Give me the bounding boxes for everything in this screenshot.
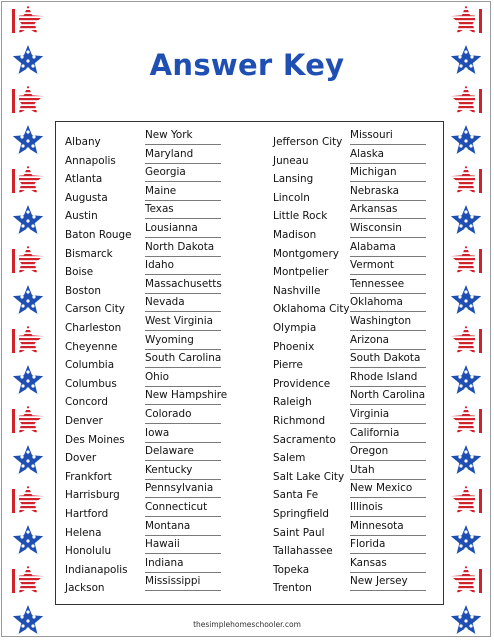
capital-city: Nashville (273, 284, 321, 297)
capital-city: Jefferson City (273, 136, 343, 148)
state-answer: New York (145, 128, 221, 145)
capital-city: Richmond (273, 415, 326, 427)
capital-city: Salt Lake City (273, 470, 345, 483)
capital-city: Concord (65, 396, 108, 409)
capital-city: Oklahoma City (273, 303, 350, 316)
page-title: Answer Key (149, 48, 345, 82)
capital-city: Carson City (65, 303, 125, 316)
capital-city: Columbia (65, 359, 115, 372)
striped-star-decoration (8, 402, 48, 438)
striped-star-icon (8, 322, 48, 358)
blue-star-icon (8, 522, 48, 558)
striped-star-decoration (8, 562, 48, 598)
state-answer: Kentucky (145, 463, 221, 480)
state-answer: South Carolina (145, 351, 221, 368)
answer-row (273, 575, 473, 597)
capital-city: Topeka (273, 563, 310, 576)
capital-city: Montgomery (273, 247, 339, 260)
state-answer: South Dakota (350, 351, 426, 368)
striped-star-icon (8, 162, 48, 198)
striped-star-icon (8, 562, 48, 598)
state-answer: Ohio (145, 370, 221, 387)
striped-star-icon (446, 2, 486, 38)
striped-star-decoration (8, 162, 48, 198)
blue-star-icon (8, 282, 48, 318)
state-answer: Tennessee (350, 277, 426, 294)
capital-city: Des Moines (65, 433, 125, 446)
blue-star-decoration (8, 282, 48, 318)
state-answer: Indiana (145, 556, 221, 573)
capital-city: Montpelier (273, 266, 329, 279)
striped-star-decoration (8, 322, 48, 358)
capital-city: Columbus (65, 377, 117, 390)
capital-city: Lincoln (273, 191, 310, 204)
state-answer: Iowa (145, 426, 221, 443)
capital-city: Albany (65, 136, 101, 148)
state-answer: Virginia (350, 407, 426, 424)
answer-key-box (55, 121, 444, 605)
state-answer: Hawaii (145, 537, 221, 554)
capital-city: Jackson (65, 582, 105, 595)
blue-star-decoration (8, 122, 48, 158)
state-answer: West Virginia (145, 314, 221, 331)
capital-city: Lansing (273, 173, 314, 186)
state-answer: North Dakota (145, 240, 221, 257)
capital-city: Sacramento (273, 433, 336, 446)
state-answer: Delaware (145, 444, 221, 461)
capital-city: Hartford (65, 508, 109, 520)
blue-star-icon (8, 362, 48, 398)
blue-star-decoration (8, 442, 48, 478)
state-answer: Wyoming (145, 333, 221, 350)
capital-city: Santa Fe (273, 489, 319, 502)
state-answer: Utah (350, 463, 426, 480)
blue-star-decoration (8, 202, 48, 238)
capital-city: Phoenix (273, 340, 315, 353)
state-answer: Pennsylvania (145, 481, 221, 498)
state-answer: North Carolina (350, 388, 426, 405)
capital-city: Dover (65, 452, 97, 465)
state-answer: Minnesota (350, 519, 426, 536)
state-answer: California (350, 426, 426, 443)
state-answer: Oregon (350, 444, 426, 461)
blue-star-decoration (8, 522, 48, 558)
state-answer: Texas (145, 202, 221, 219)
capital-city: Springfield (273, 508, 329, 520)
striped-star-decoration (8, 242, 48, 278)
state-answer: New Mexico (350, 481, 426, 498)
state-answer: Mississippi (145, 574, 221, 591)
state-answer: Arizona (350, 333, 426, 350)
striped-star-decoration (446, 82, 486, 118)
blue-star-decoration (8, 362, 48, 398)
state-answer: Vermont (350, 258, 426, 275)
state-answer: Rhode Island (350, 370, 426, 387)
state-answer: Maryland (145, 147, 221, 164)
state-answer: Nebraska (350, 184, 426, 201)
state-answer: Montana (145, 519, 221, 536)
state-answer: New Hampshire (145, 388, 221, 405)
state-answer: Wisconsin (350, 221, 426, 238)
state-answer: Illinois (350, 500, 426, 517)
striped-star-icon (8, 242, 48, 278)
striped-star-decoration (446, 2, 486, 38)
capital-city: Cheyenne (65, 340, 118, 353)
striped-star-icon (8, 402, 48, 438)
capital-city: Charleston (65, 322, 122, 334)
capital-city: Trenton (273, 582, 312, 595)
state-answer: Kansas (350, 556, 426, 573)
capital-city: Little Rock (273, 210, 328, 223)
capital-city: Boston (65, 284, 101, 297)
capital-city: Denver (65, 415, 103, 427)
state-answer: Florida (350, 537, 426, 554)
state-answer: Alabama (350, 240, 426, 257)
answer-row (65, 575, 265, 597)
capital-city: Boise (65, 266, 94, 279)
capital-city: Salem (273, 452, 306, 465)
blue-star-icon (8, 122, 48, 158)
striped-star-icon (8, 82, 48, 118)
capital-city: Pierre (273, 359, 303, 372)
capital-city: Tallahassee (273, 545, 333, 558)
striped-star-icon (8, 2, 48, 38)
capital-city: Raleigh (273, 396, 312, 409)
blue-star-icon (8, 202, 48, 238)
state-answer: Washington (350, 314, 426, 331)
capital-city: Honolulu (65, 545, 112, 558)
striped-star-decoration (8, 2, 48, 38)
capital-city: Augusta (65, 191, 108, 204)
blue-star-icon (8, 442, 48, 478)
capital-city: Olympia (273, 322, 317, 334)
striped-star-decoration (8, 482, 48, 518)
capital-city: Baton Rouge (65, 229, 132, 241)
state-answer: Missouri (350, 128, 426, 145)
capital-city: Madison (273, 229, 317, 241)
state-answer: New Jersey (350, 574, 426, 591)
state-answer: Colorado (145, 407, 221, 424)
capital-city: Helena (65, 526, 102, 539)
capital-city: Juneau (273, 154, 309, 167)
state-answer: Georgia (145, 165, 221, 182)
state-answer: Connecticut (145, 500, 221, 517)
capital-city: Indianapolis (65, 563, 128, 576)
state-answer: Oklahoma (350, 295, 426, 312)
capital-city: Atlanta (65, 173, 103, 186)
state-answer: Idaho (145, 258, 221, 275)
capital-city: Harrisburg (65, 489, 120, 502)
capital-city: Austin (65, 210, 98, 223)
capital-city: Saint Paul (273, 526, 325, 539)
site-footer: thesimplehomeschooler.com (193, 620, 301, 629)
striped-star-icon (446, 82, 486, 118)
state-answer: Michigan (350, 165, 426, 182)
striped-star-decoration (8, 82, 48, 118)
state-answer: Alaska (350, 147, 426, 164)
capital-city: Annapolis (65, 154, 116, 167)
state-answer: Maine (145, 184, 221, 201)
state-answer: Arkansas (350, 202, 426, 219)
state-answer: Lousianna (145, 221, 221, 238)
capital-city: Frankfort (65, 470, 112, 483)
left-border-decoration (8, 0, 48, 640)
state-answer: Massachusetts (145, 277, 221, 294)
striped-star-icon (8, 482, 48, 518)
state-answer: Nevada (145, 295, 221, 312)
capital-city: Bismarck (65, 247, 113, 260)
capital-city: Providence (273, 377, 331, 390)
